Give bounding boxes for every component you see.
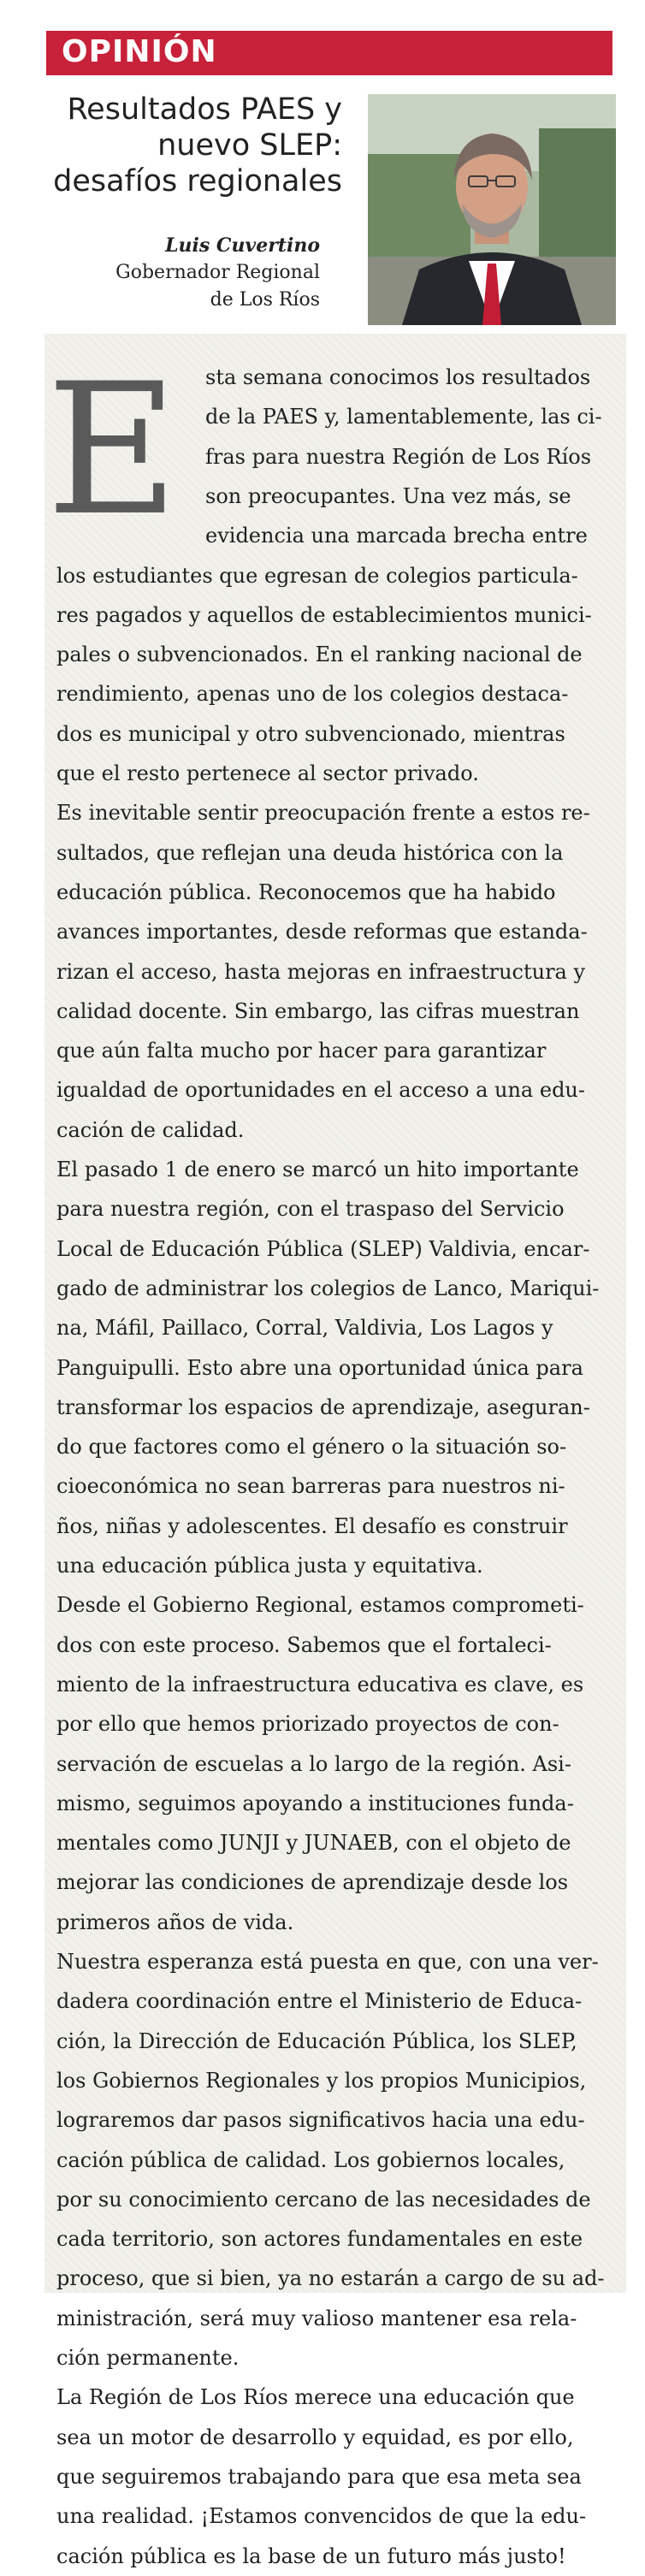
article-line: cación pública de calidad. Los gobiernos locales,: [56, 2147, 565, 2172]
article-line: para nuestra región, con el traspaso del Servicio: [56, 1197, 565, 1222]
article-line: Panguipulli. Esto abre una oportunidad única para: [56, 1355, 583, 1380]
article-line: los Gobiernos Regionales y los propios Municipios,: [56, 2068, 587, 2093]
article-line: una educación pública justa y equitativa.: [56, 1554, 483, 1578]
article-line: servación de escuelas a lo largo de la región. Asi-: [56, 1751, 571, 1776]
article-line: mismo, seguimos apoyando a instituciones funda-: [56, 1791, 574, 1815]
article-line: por su conocimiento cercano de las necesidades de: [56, 2187, 591, 2212]
section-label: OPINIÓN: [62, 34, 217, 69]
article-line: Nuestra esperanza está puesta en que, con una ver-: [56, 1950, 599, 1974]
article-line: ños, niñas y adolescentes. El desafío es construir: [56, 1513, 568, 1538]
article-line: sta semana conocimos los resultados: [205, 365, 591, 389]
article-line: primeros años de vida.: [56, 1910, 294, 1934]
article-line: por ello que hemos priorizado proyectos de con-: [56, 1712, 559, 1737]
article-line: sea un motor de desarrollo y equidad, es por ello,: [56, 2425, 574, 2449]
article-line: La Región de Los Ríos merece una educación que: [56, 2385, 575, 2410]
article-line: lograremos dar pasos significativos hacia una edu-: [56, 2108, 585, 2133]
headline-line: Resultados PAES y: [67, 92, 342, 127]
article-line: transformar los espacios de aprendizaje, aseguran-: [56, 1395, 590, 1419]
article-line: dos es municipal y otro subvencionado, mientras: [56, 721, 565, 746]
article-line: fras para nuestra Región de Los Ríos: [205, 444, 592, 469]
headline-line: desafíos regionales: [53, 164, 342, 198]
article-line: calidad docente. Sin embargo, las cifras muestran: [56, 998, 580, 1023]
article-line: cación pública es la base de un futuro más justo!: [56, 2543, 566, 2568]
author-role: Gobernador Regional: [115, 262, 320, 283]
article-line: na, Máfil, Paillaco, Corral, Valdivia, Los Lagos y: [56, 1316, 553, 1341]
article-line: Desde el Gobierno Regional, estamos comprometi-: [56, 1593, 584, 1618]
article-line: sultados, que reflejan una deuda histórica con la: [56, 840, 564, 865]
article-line: ministración, será muy valioso mantener esa rela-: [56, 2306, 577, 2330]
article-line: son preocupantes. Una vez más, se: [205, 483, 571, 508]
article-line: mejorar las condiciones de aprendizaje desde los: [56, 1870, 569, 1895]
article-line: los estudiantes que egresan de colegios particula-: [56, 563, 578, 588]
article-line: cación de calidad.: [56, 1117, 245, 1142]
article-line: ción, la Dirección de Educación Pública, los SLEP,: [56, 2028, 577, 2053]
article-line: pales o subvencionados. En el ranking nacional de: [56, 643, 583, 667]
article-line: evidencia una marcada brecha entre: [205, 524, 588, 548]
article-line: ción permanente.: [56, 2346, 240, 2370]
article-line: educación pública. Reconocemos que ha habido: [56, 879, 556, 904]
author-role: de Los Ríos: [210, 289, 320, 311]
article-line: cada territorio, son actores fundamentales en este: [56, 2227, 583, 2252]
article-line: El pasado 1 de enero se marcó un hito importante: [56, 1158, 579, 1181]
headline-line: nuevo SLEP:: [157, 128, 342, 163]
drop-cap: E: [46, 344, 179, 555]
article-line: dadera coordinación entre el Ministerio de Educa-: [56, 1989, 583, 2014]
article-line: gado de administrar los colegios de Lanco, Mariqui-: [56, 1276, 600, 1300]
article-line: cioeconómica no sean barreras para nuestros ni-: [56, 1474, 565, 1499]
article-line: de la PAES y, lamentablemente, las ci-: [205, 405, 602, 429]
article-line: una realidad. ¡Estamos convencidos de que la edu-: [56, 2504, 587, 2529]
article-line: do que factores como el género o la situación so-: [56, 1435, 567, 1460]
article-line: que aún falta mucho por hacer para garantizar: [56, 1039, 547, 1063]
article-line: mentales como JUNJI y JUNAEB, con el objeto de: [56, 1831, 571, 1856]
article-line: proceso, que si bien, ya no estarán a cargo de su ad-: [56, 2266, 605, 2291]
article-line: igualdad de oportunidades en el acceso a una edu-: [56, 1078, 585, 1103]
article-line: dos con este proceso. Sabemos que el fortaleci-: [56, 1632, 552, 1657]
article-line: rizan el acceso, hasta mejoras en infraestructura y: [56, 959, 586, 984]
article-line: miento de la infraestructura educativa es clave, es: [56, 1672, 584, 1697]
article-line: avances importantes, desde reformas que estanda-: [56, 920, 588, 945]
author-photo: [368, 94, 616, 325]
article-line: que el resto pertenece al sector privado.: [56, 761, 479, 785]
author-name: Luis Cuvertino: [165, 234, 320, 257]
article-line: Es inevitable sentir preocupación frente a estos re-: [56, 801, 590, 826]
article-line: que seguiremos trabajando para que esa meta sea: [56, 2464, 582, 2489]
article-line: res pagados y aquellos de establecimientos munici-: [56, 602, 592, 627]
article-line: Local de Educación Pública (SLEP) Valdivia, encar-: [56, 1236, 590, 1261]
article-line: rendimiento, apenas uno de los colegios destaca-: [56, 682, 569, 707]
